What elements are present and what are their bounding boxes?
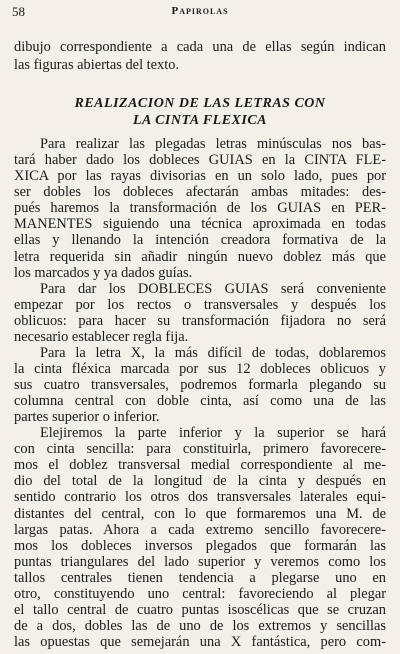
body-line: MANENTES siguiendo una técnica aproximada en todas bbox=[14, 216, 386, 233]
body-line: oblicuos: para hacer su transformación fijadora no será bbox=[14, 312, 386, 329]
section-heading-line-2: LA CINTA FLEXICA bbox=[132, 113, 268, 128]
body-line: otro, constituyendo uno central: favoreciendo al plegar bbox=[14, 585, 386, 602]
body-line: mos los dobleces inversos plegados que formarán las bbox=[14, 537, 386, 554]
body-line: Elejiremos la parte inferior y la superior se hará bbox=[40, 425, 386, 442]
body-line: de a dos, dobles las de uno de los extremos y sencillas bbox=[14, 617, 386, 634]
body-line: Para realizar las plegadas letras minúsculas nos bas- bbox=[40, 136, 386, 152]
body-line: mos el doblez transversal medial correspondiente al me- bbox=[14, 457, 386, 474]
body-line: las opuestas que semejarán una X fantástica, pero com- bbox=[14, 634, 386, 650]
body-line: sus cuatro transversales, podremos formarla plegando su bbox=[14, 377, 386, 393]
body-line: necesario establecer regla fija. bbox=[14, 328, 189, 345]
section-heading-line-1: REALIZACION DE LAS LETRAS CON bbox=[74, 96, 326, 111]
running-title: Papirolas bbox=[171, 5, 229, 17]
body-line: la cinta fléxica marcada por sus 12 dobleces oblicuos y bbox=[14, 360, 386, 377]
body-line: ser dobles los dobleces afectarán ambas mitades: des- bbox=[14, 184, 386, 201]
body-line: letra requerida sin añadir ningún nuevo doblez más que bbox=[14, 248, 386, 265]
body-line: largas patas. Ahora a cada extremo sencillo favorecere- bbox=[14, 521, 386, 538]
body-line: Para dar los DOBLECES GUIAS será conveniente bbox=[40, 280, 386, 297]
body-line: empezar por los rectos o transversales y después los bbox=[14, 296, 386, 313]
body-line: tallos centrales tienen tendencia a plegarse uno en bbox=[14, 569, 386, 586]
body-line: XICA por las rayas divisorias en un solo lado, pues por bbox=[14, 168, 386, 185]
body-line: columna central con doble cinta, así como una de las bbox=[14, 393, 386, 409]
page-header bbox=[12, 4, 388, 24]
body-line: dibujo correspondiente a cada una de ellas según indican bbox=[14, 39, 386, 55]
body-line: tará haber dado los dobleces GUIAS en la CINTA FLE- bbox=[14, 152, 386, 169]
body-line: Para la letra X, la más difícil de todas, doblaremos bbox=[40, 344, 386, 361]
body-line: distantes del central, con lo que formaremos una M. de bbox=[14, 505, 386, 522]
body-line: dio del total de la longitud de la cinta y después en bbox=[14, 473, 386, 490]
body-line: partes superior o inferior. bbox=[14, 409, 160, 426]
body-line: los marcados y ya dados guías. bbox=[14, 264, 193, 281]
body-line: con cinta sencilla: para constituirla, primero favorecere- bbox=[14, 441, 386, 458]
body-line: ellas y llenando la intención creadora formativa de la bbox=[14, 232, 386, 249]
page-number: 58 bbox=[12, 4, 25, 19]
body-line: puntas triangulares del lado superior y veremos como los bbox=[14, 553, 386, 570]
body-line: el tallo central de cuatro puntas isoscélicas que se cruzan bbox=[14, 601, 386, 618]
body-line: sentido contrario los otros dos transversales laterales equi- bbox=[14, 489, 386, 506]
body-line: las figuras abiertas del texto. bbox=[14, 57, 180, 73]
body-line: pués haremos la transformación de los GUIAS en PER- bbox=[14, 200, 386, 217]
